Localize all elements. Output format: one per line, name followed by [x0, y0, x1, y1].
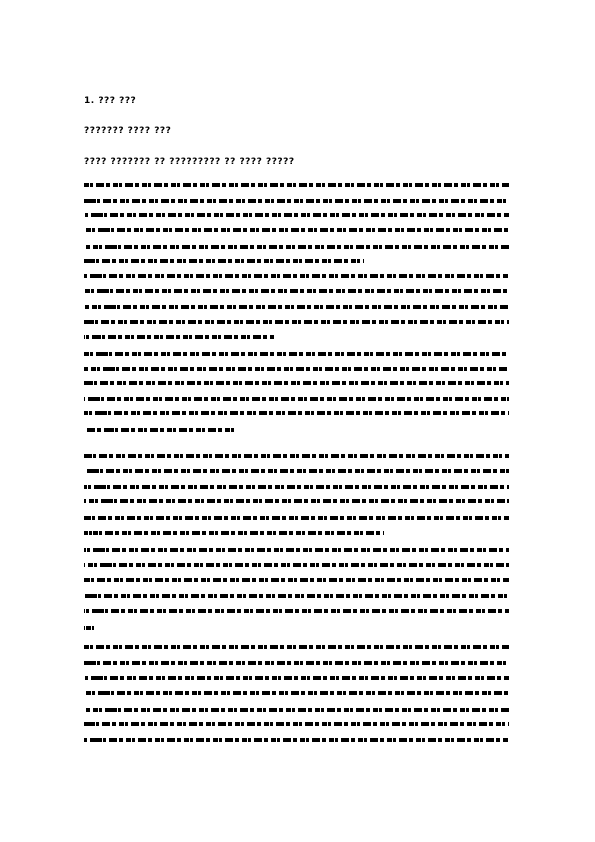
text-line: [84, 708, 509, 712]
text-line: [84, 626, 94, 630]
text-line: [84, 531, 384, 535]
document-section-title: ???? ??????? ?? ????????? ?? ???? ?????: [84, 157, 295, 167]
text-line: [84, 722, 509, 726]
text-line: [84, 594, 509, 598]
text-line: [84, 563, 509, 567]
text-line: [84, 335, 274, 339]
text-line: [84, 228, 509, 232]
text-line: [84, 213, 509, 217]
text-line: [84, 428, 234, 432]
text-line: [84, 499, 509, 503]
text-line: [84, 485, 509, 489]
text-line: [84, 738, 509, 742]
text-line: [84, 259, 364, 263]
text-line: [84, 274, 509, 278]
text-line: [84, 609, 509, 613]
text-line: [84, 289, 509, 293]
text-line: [84, 367, 509, 371]
text-line: [84, 397, 509, 401]
text-line: [84, 183, 509, 187]
text-line: [84, 516, 509, 520]
text-line: [84, 199, 509, 203]
text-line: [84, 469, 509, 473]
text-line: [84, 381, 509, 385]
text-line: [84, 411, 509, 415]
text-line: [84, 676, 509, 680]
text-line: [84, 352, 509, 356]
document-heading-1: 1. ??? ???: [84, 96, 137, 106]
text-line: [84, 305, 509, 309]
document-heading-2: ??????? ???? ???: [84, 126, 172, 136]
text-line: [84, 320, 509, 324]
text-line: [84, 578, 509, 582]
text-line: [84, 645, 509, 649]
text-line: [84, 245, 509, 249]
text-line: [84, 661, 509, 665]
text-line: [84, 691, 509, 695]
text-line: [84, 454, 509, 458]
text-line: [84, 548, 509, 552]
